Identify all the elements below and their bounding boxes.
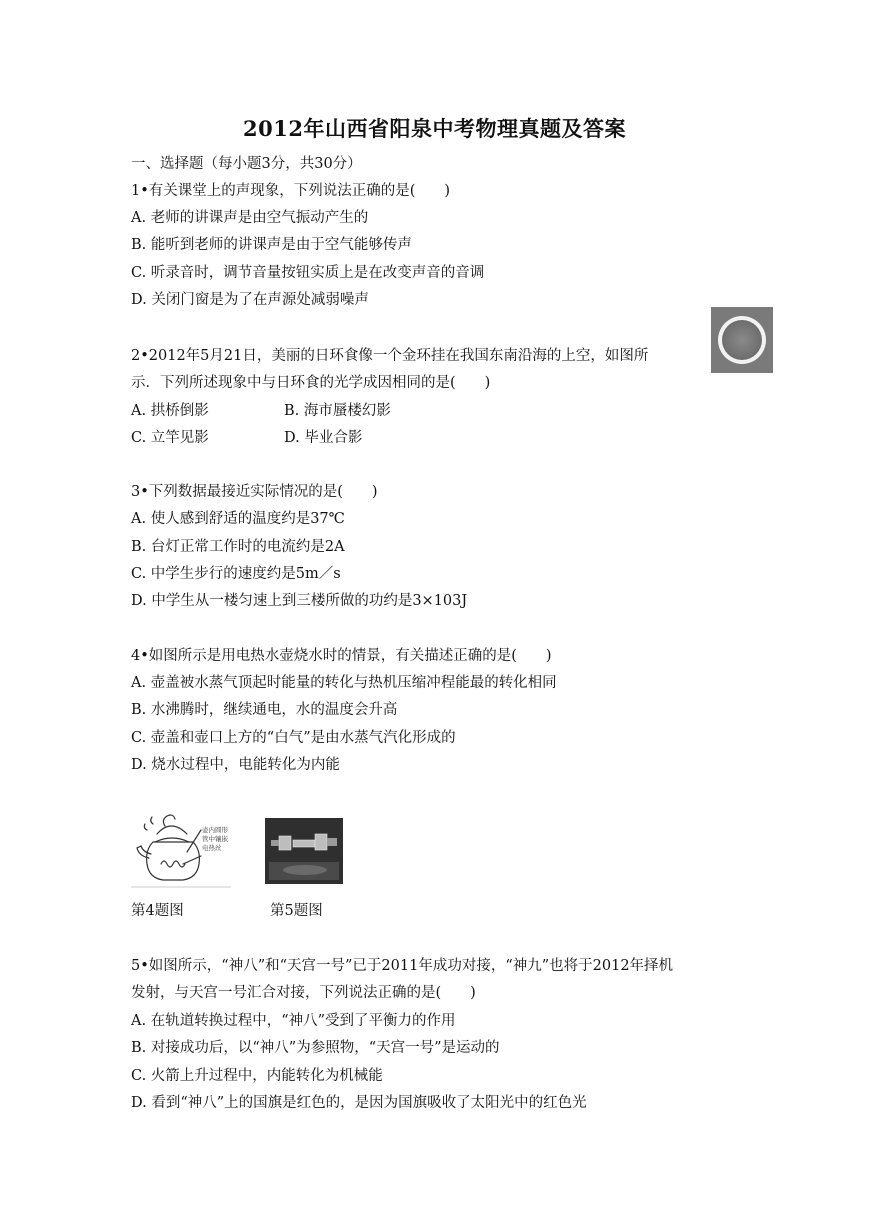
eclipse-figure: [711, 307, 773, 373]
q2-option-a: A. 拱桥倒影: [131, 403, 209, 419]
spacecraft-docking-figure: [265, 818, 343, 884]
q1-stem: 1•有关课堂上的声现象，下列说法正确的是( ): [131, 183, 451, 199]
section-heading: 一、选择题（每小题3分，共30分）: [131, 156, 362, 172]
q3-option-c: C. 中学生步行的速度约是5m／s: [131, 566, 341, 582]
kettle-figure: [131, 812, 231, 888]
q4-option-b: B. 水沸腾时，继续通电，水的温度会升高: [131, 702, 398, 718]
page-title: 2012年山西省阳泉中考物理真题及答案: [243, 116, 626, 141]
q1-option-d: D. 关闭门窗是为了在声源处减弱噪声: [131, 292, 369, 308]
q5-option-a: A. 在轨道转换过程中，“神八”受到了平衡力的作用: [131, 1013, 456, 1029]
q5-option-b: B. 对接成功后，以“神八”为参照物，“天宫一号”是运动的: [131, 1040, 500, 1056]
q3-stem: 3•下列数据最接近实际情况的是( ): [131, 484, 378, 500]
q3-option-b: B. 台灯正常工作时的电流约是2A: [131, 539, 345, 555]
q1-option-c: C. 听录音时，调节音量按钮实质上是在改变声音的音调: [131, 265, 485, 281]
q2-option-d: D. 毕业合影: [284, 430, 363, 446]
q2-stem-line1: 2•2012年5月21日，美丽的日环食像一个金环挂在我国东南沿海的上空，如图所: [131, 348, 649, 364]
svg-text:管中镶嵌: 管中镶嵌: [202, 835, 228, 843]
q3-option-a: A. 使人感到舒适的温度约是37℃: [131, 511, 345, 527]
q1-option-a: A. 老师的讲课声是由空气振动产生的: [131, 210, 369, 226]
q2-option-c: C. 立竿见影: [131, 430, 209, 446]
q4-option-c: C. 壶盖和壶口上方的“白气”是由水蒸气汽化形成的: [131, 730, 456, 746]
q1-option-b: B. 能听到老师的讲课声是由于空气能够传声: [131, 237, 412, 253]
q5-option-c: C. 火箭上升过程中，内能转化为机械能: [131, 1068, 383, 1084]
q5-option-d: D. 看到“神八”上的国旗是红色的，是因为国旗吸收了太阳光中的红色光: [131, 1095, 587, 1111]
q4-option-d: D. 烧水过程中，电能转化为内能: [131, 757, 340, 773]
q3-option-d: D. 中学生从一楼匀速上到三楼所做的功约是3×103J: [131, 593, 468, 609]
q2-stem-line2: 示．下列所述现象中与日环食的光学成因相同的是( ): [131, 375, 491, 391]
q5-stem-line1: 5•如图所示，“神八”和“天宫一号”已于2011年成功对接，“神九”也将于2012年择机: [131, 958, 674, 974]
q4-option-a: A. 壶盖被水蒸气顶起时能量的转化与热机压缩冲程能最的转化相同: [131, 675, 557, 691]
svg-text:电热丝: 电热丝: [202, 844, 222, 852]
q2-option-b: B. 海市蜃楼幻影: [284, 403, 391, 419]
svg-text:壶内圆形: 壶内圆形: [202, 826, 228, 834]
q4-stem: 4•如图所示是用电热水壶烧水时的情景，有关描述正确的是( ): [131, 648, 552, 664]
fig5-caption: 第5题图: [270, 903, 323, 919]
q5-stem-line2: 发射，与天宫一号汇合对接，下列说法正确的是( ): [131, 985, 476, 1001]
fig4-caption: 第4题图: [131, 903, 184, 919]
